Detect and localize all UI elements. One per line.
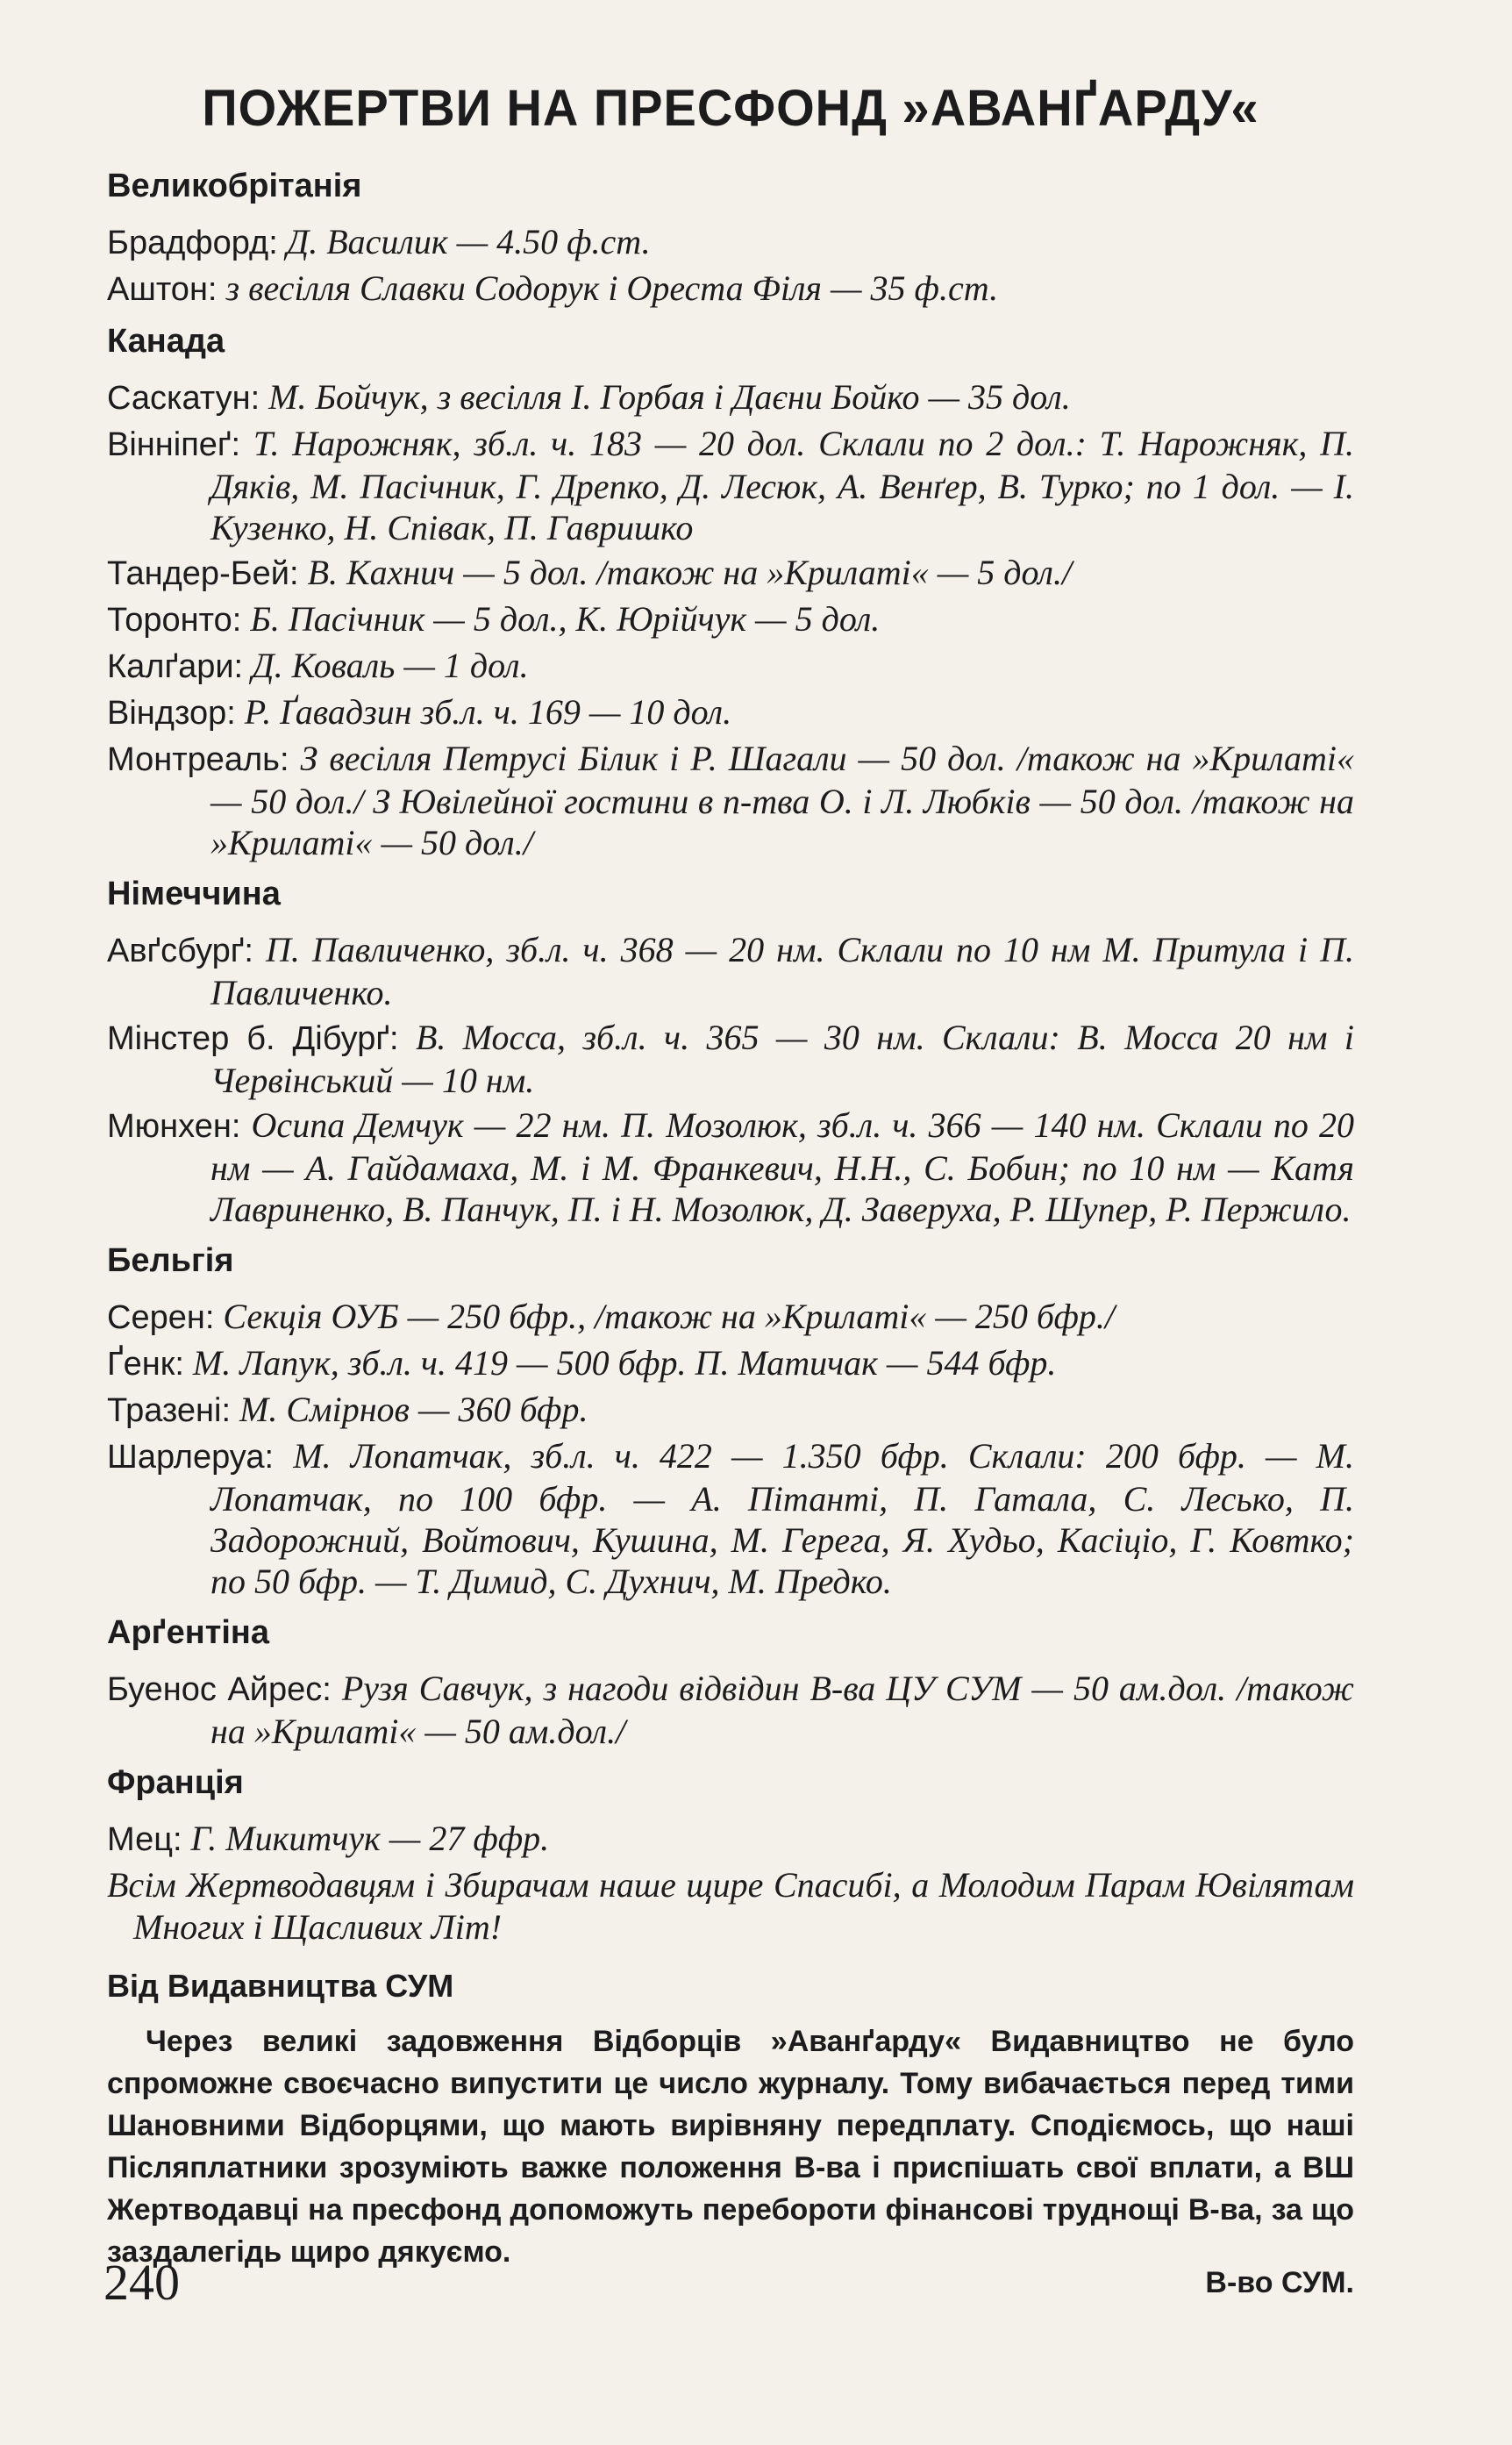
donation-entry xyxy=(107,221,1354,264)
place-name: Торонто: xyxy=(107,602,242,639)
publisher-heading: Від Видавництва СУМ xyxy=(107,1968,454,2004)
donation-entry xyxy=(107,423,1354,548)
donation-entry xyxy=(107,268,1354,311)
donation-entry xyxy=(107,1818,1354,1861)
place-name: Віндзор: xyxy=(107,695,236,732)
place-name: Ґенк: xyxy=(107,1346,184,1383)
donation-text: Секція ОУБ — 250 бфр., /також на »Крилаті« — 250 бфр./ xyxy=(223,1297,1116,1336)
donation-entry xyxy=(107,376,1354,419)
publisher-signature: В-во СУМ. xyxy=(1205,2266,1354,2299)
donation-text: М. Лопатчак, зб.л. ч. 422 — 1.350 бфр. Склали: 200 бфр. — М. Лопатчак, по 100 бфр. — А. Пітанті, П. Гатала, С. Лесько, П. Задорожний, Войтович, Кушина, М. Герега, Я. Худьо, Касіціо, Г. Ковтко; по 50 бфр. — Т. Димид, С. Духнич, М. Предко. xyxy=(210,1436,1355,1601)
country-heading: Бельгія xyxy=(107,1242,234,1279)
place-name: Тразені: xyxy=(107,1392,232,1429)
place-name: Серен: xyxy=(107,1299,215,1336)
donation-text: З весілля Петрусі Білик і Р. Шагали — 50 дол. /також на »Крилаті« — 50 дол./ З Ювілейної гостини в п-тва О. і Л. Любків — 50 дол. /також на »Крилаті« — 50 дол./ xyxy=(210,739,1355,862)
donation-text: Осипа Демчук — 22 нм. П. Мозолюк, зб.л. ч. 366 — 140 нм. Склали по 20 нм — А. Гайдамаха, М. і М. Франкевич, Н.Н., С. Бобин; по 10 нм — Катя Лавриненко, В. Панчук, П. і Н. Мозолюк, Д. Заверуха, Р. Шупер, Р. Пержило. xyxy=(210,1105,1355,1229)
place-name: Aштон: xyxy=(107,271,218,308)
donation-entry xyxy=(107,645,1354,688)
donation-sections xyxy=(107,168,1354,1861)
place-name: Тандер-Бей: xyxy=(107,555,299,592)
donation-text: Р. Ґавадзин зб.л. ч. 169 — 10 дол. xyxy=(244,692,732,732)
country-heading: Арґентіна xyxy=(107,1614,269,1651)
donation-entry xyxy=(107,1105,1354,1230)
place-name: Калґари: xyxy=(107,648,244,685)
place-name: Мец: xyxy=(107,1821,182,1858)
donation-text: Т. Нарожняк, зб.л. ч. 183 — 20 дол. Склали по 2 дол.: Т. Нарожняк, П. Дяків, М. Пасічник, Г. Дрепко, Д. Лесюк, А. Венґер, В. Турко; по 1 дол. — І. Кузенко, Н. Співак, П. Гавришко xyxy=(210,424,1354,547)
donation-text: з весілля Славки Содорук і Ореста Філя — 35 ф.ст. xyxy=(225,268,999,308)
donation-entry xyxy=(107,1342,1354,1385)
donation-text: Д. Коваль — 1 дол. xyxy=(252,646,529,685)
country-heading: Франція xyxy=(107,1764,244,1801)
donation-entry xyxy=(107,738,1354,863)
donation-text: Б. Пасічник — 5 дол., К. Юрійчук — 5 дол. xyxy=(250,599,881,639)
section-canada xyxy=(107,323,1354,863)
section-germany xyxy=(107,876,1354,1230)
place-name: Шарлеруа: xyxy=(107,1439,275,1476)
section-argentina xyxy=(107,1614,1354,1752)
page-number: 240 xyxy=(103,2254,180,2311)
section-great-britain xyxy=(107,168,1354,311)
country-heading: Канада xyxy=(107,323,225,360)
place-name: Брадфорд: xyxy=(107,225,278,261)
donation-entry xyxy=(107,929,1354,1013)
donation-entry xyxy=(107,598,1354,641)
donation-entry xyxy=(107,1435,1354,1602)
donation-text: М. Смірнов — 360 бфр. xyxy=(239,1390,588,1429)
donation-text: П. Павличенко, зб.л. ч. 368 — 20 нм. Склали по 10 нм М. Притула і П. Павличенко. xyxy=(210,930,1354,1012)
donation-text: В. Кахнич — 5 дол. /також на »Крилаті« — 5 дол./ xyxy=(307,553,1073,592)
place-name: Вінніпеґ: xyxy=(107,426,241,463)
donation-text: Г. Микитчук — 27 ффр. xyxy=(190,1819,550,1858)
place-name: Мюнхен: xyxy=(107,1108,241,1145)
section-belgium xyxy=(107,1242,1354,1602)
country-heading: Німеччина xyxy=(107,876,281,912)
place-name: Буенос Айрес: xyxy=(107,1671,332,1708)
place-name: Саскатун: xyxy=(107,380,260,417)
donation-text: Д. Василик — 4.50 ф.ст. xyxy=(286,222,651,261)
donation-entry xyxy=(107,1668,1354,1752)
donation-text: М. Лапук, зб.л. ч. 419 — 500 бфр. П. Матичак — 544 бфр. xyxy=(192,1343,1057,1383)
donation-entry xyxy=(107,1296,1354,1339)
donation-text: М. Бойчук, з весілля І. Горбая і Даєни Бойко — 35 дол. xyxy=(268,377,1071,417)
place-name: Мінстер б. Дібурґ: xyxy=(107,1020,399,1057)
section-france xyxy=(107,1764,1354,1861)
donation-entry xyxy=(107,1389,1354,1432)
place-name: Авґсбурґ: xyxy=(107,933,253,969)
donation-entry xyxy=(107,1017,1354,1101)
thanks-note: Всім Жертводавцям і Збирачам наше щире Спасибі, а Молодим Парам Ювілятам Многих і Щасливих Літ! xyxy=(107,1865,1354,1947)
donation-text: Рузя Савчук, з нагоди відвідин В-ва ЦУ СУМ — 50 ам.дол. /також на »Крилаті« — 50 ам.дол./ xyxy=(210,1669,1354,1751)
donation-entry xyxy=(107,691,1354,734)
place-name: Монтреаль: xyxy=(107,741,289,778)
publisher-notice: Через великі задовження Відборців »Аванґарду« Видавництво не було спроможне своєчасно випустити це число журналу. Тому вибачається перед тими Шановними Відборцями, що мають вирівняну передплату. Сподіємось, що наші Післяплатники зрозуміють важке положення В-ва і приспішать свої вплати, а ВШ Жертводавці на пресфонд допоможуть перебороти фінансові труднощі В-ва, за що заздалегідь щиро дякуємо. xyxy=(107,2025,1354,2269)
donation-text: В. Мосса, зб.л. ч. 365 — 30 нм. Склали: В. Мосса 20 нм і Червінський — 10 нм. xyxy=(210,1018,1355,1100)
page-title: ПОЖЕРТВИ НА ПРЕСФОНД »АВАНҐАРДУ« xyxy=(202,78,1259,137)
country-heading: Великобрітанія xyxy=(107,168,362,204)
donation-entry xyxy=(107,552,1354,595)
